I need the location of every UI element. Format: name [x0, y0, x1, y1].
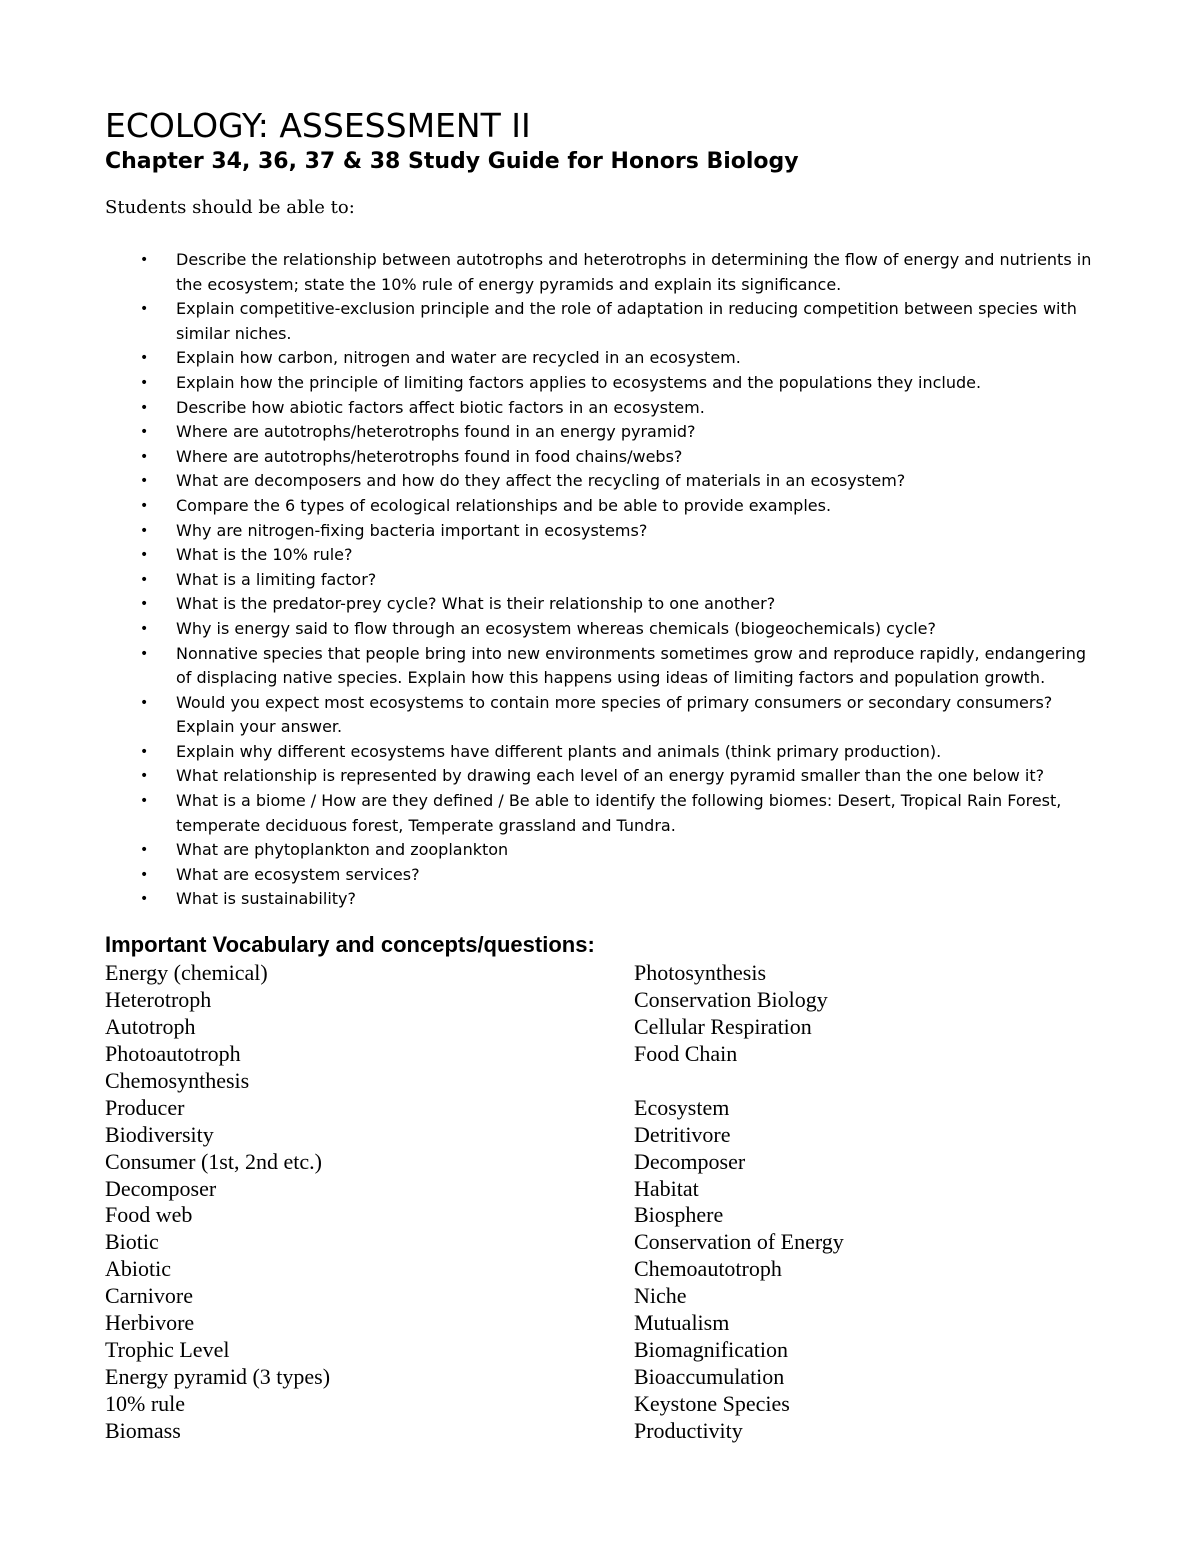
vocab-term: Niche: [634, 1283, 687, 1309]
bullet-icon: •: [140, 350, 149, 367]
bullet-icon: •: [140, 645, 149, 662]
objective-text: What is the predator-prey cycle? What is their relationship to one another?: [176, 594, 776, 614]
objective-item: [0, 396, 1106, 421]
vocab-term: Habitat: [634, 1175, 699, 1201]
vocab-term: Bioaccumulation: [634, 1364, 785, 1390]
vocab-term: Food web: [105, 1202, 193, 1228]
vocab-term: Photoautotroph: [105, 1040, 241, 1066]
vocab-term: Trophic Level: [105, 1337, 230, 1363]
bullet-icon: •: [140, 301, 149, 318]
vocab-term: Herbivore: [105, 1310, 195, 1336]
objective-text: Where are autotrophs/heterotrophs found in an energy pyramid?: [176, 422, 696, 442]
objective-text: Nonnative species that people bring into new environments sometimes grow and reproduce rapidly, endangering of displacing native species. Explain how this happens using ideas of limiting factors and population growth.: [176, 643, 1087, 688]
objective-text: What is the 10% rule?: [176, 545, 353, 565]
objective-text: Would you expect most ecosystems to contain more species of primary consumers or secondary consumers? Explain your answer.: [176, 692, 1053, 737]
objective-item: [0, 887, 1106, 912]
vocab-term: Keystone Species: [634, 1391, 790, 1416]
bullet-icon: •: [140, 374, 149, 391]
objective-text: What are ecosystem services?: [176, 864, 420, 884]
bullet-icon: •: [140, 424, 149, 441]
vocab-term: 10% rule: [105, 1391, 186, 1416]
vocab-term: Biosphere: [634, 1202, 724, 1228]
bullet-icon: •: [140, 252, 149, 268]
vocab-term: Productivity: [634, 1417, 743, 1443]
vocab-term: Detritivore: [634, 1121, 731, 1147]
document-title: ECOLOGY: ASSESSMENT II: [105, 106, 531, 145]
vocab-term: Decomposer: [105, 1175, 217, 1201]
objective-text: Describe the relationship between autotrophs and heterotrophs in determining the flow of energy and nutrients in the ecosystem; state the 10% rule of energy pyramids and explain its significance.: [176, 250, 1092, 294]
bullet-icon: •: [140, 497, 149, 514]
objective-text: Explain how the principle of limiting factors applies to ecosystems and the populations they include.: [176, 372, 982, 392]
objective-item: [0, 592, 1106, 617]
bullet-icon: •: [140, 891, 149, 908]
vocab-right-column: [634, 960, 844, 1445]
objective-item: [0, 568, 1106, 593]
vocab-term: Producer: [105, 1094, 185, 1120]
bullet-icon: •: [140, 743, 149, 760]
objective-text: What is a limiting factor?: [176, 569, 377, 589]
objective-item: [0, 346, 1106, 371]
vocab-term: Energy (chemical): [105, 960, 268, 985]
objective-text: Explain how carbon, nitrogen and water are recycled in an ecosystem.: [176, 348, 741, 368]
objective-text: Explain why different ecosystems have different plants and animals (think primary production).: [176, 741, 942, 761]
bullet-icon: •: [140, 768, 149, 785]
bullet-icon: •: [140, 842, 149, 859]
bullet-icon: •: [140, 694, 149, 711]
objective-text: What are phytoplankton and zooplankton: [176, 840, 509, 860]
objective-item: [0, 789, 1106, 838]
vocab-term: Biodiversity: [105, 1121, 214, 1147]
bullet-icon: •: [140, 571, 149, 588]
vocab-term: Cellular Respiration: [634, 1013, 812, 1039]
objective-text: Explain competitive-exclusion principle and the role of adaptation in reducing competition between species with similar niches.: [176, 299, 1077, 343]
vocab-term: Consumer (1st, 2nd etc.): [105, 1148, 322, 1174]
objective-text: Why is energy said to flow through an ecosystem whereas chemicals (biogeochemicals) cycle?: [176, 618, 937, 638]
objective-item: [0, 469, 1106, 494]
objectives-list: [0, 248, 1106, 912]
bullet-icon: •: [140, 473, 149, 490]
vocab-heading: Important Vocabulary and concepts/questions:: [105, 932, 595, 957]
objective-text: What relationship is represented by drawing each level of an energy pyramid smaller than the one below it?: [176, 766, 1045, 786]
vocab-term: Chemoautotroph: [634, 1256, 782, 1282]
vocab-term: Abiotic: [105, 1256, 171, 1282]
vocab-term: Carnivore: [105, 1283, 193, 1309]
bullet-icon: •: [140, 620, 149, 637]
objective-item: [0, 371, 1106, 396]
bullet-icon: •: [140, 596, 149, 613]
objective-item: [0, 617, 1106, 642]
vocab-term: Mutualism: [634, 1310, 730, 1336]
vocab-term: Chemosynthesis: [105, 1067, 250, 1093]
objective-item: [0, 691, 1106, 740]
objective-item: [0, 838, 1106, 863]
vocab-term: Conservation of Energy: [634, 1229, 844, 1255]
vocab-term: Photosynthesis: [634, 960, 767, 985]
vocab-term: Biomagnification: [634, 1337, 788, 1363]
vocab-term: Biomass: [105, 1417, 181, 1443]
objective-item: [0, 248, 1106, 297]
bullet-icon: •: [140, 448, 149, 465]
bullet-icon: •: [140, 866, 149, 883]
vocab-left-column: [105, 960, 330, 1445]
objective-item: [0, 543, 1106, 568]
vocab-term: Decomposer: [634, 1148, 746, 1174]
objective-item: [0, 764, 1106, 789]
objective-item: [0, 494, 1106, 519]
vocab-term: Food Chain: [634, 1040, 738, 1066]
bullet-icon: •: [140, 399, 149, 416]
objective-text: Why are nitrogen-fixing bacteria important in ecosystems?: [176, 520, 648, 540]
bullet-icon: •: [140, 547, 149, 564]
objective-item: [0, 863, 1106, 888]
vocab-term: Heterotroph: [105, 986, 212, 1012]
objective-text: Compare the 6 types of ecological relationships and be able to provide examples.: [176, 495, 832, 515]
objective-item: [0, 445, 1106, 470]
objective-text: What is sustainability?: [176, 889, 356, 909]
objective-text: What is a biome / How are they defined / Be able to identify the following biomes: Desert, Tropical Rain Forest, temperate deciduous forest, Temperate grassland and Tundra.: [176, 791, 1062, 835]
intro-text: Students should be able to:: [105, 197, 355, 218]
bullet-icon: •: [140, 522, 149, 539]
objective-item: [0, 740, 1106, 765]
vocab-term: [634, 1068, 844, 1095]
vocab-term: Biotic: [105, 1229, 159, 1255]
objective-item: [0, 420, 1106, 445]
objective-text: Describe how abiotic factors affect biotic factors in an ecosystem.: [176, 397, 705, 417]
bullet-icon: •: [140, 793, 149, 810]
objective-item: [0, 519, 1106, 544]
vocab-term: Ecosystem: [634, 1094, 730, 1120]
objective-text: Where are autotrophs/heterotrophs found in food chains/webs?: [176, 446, 683, 466]
objective-item: [0, 642, 1106, 691]
vocab-term: Energy pyramid (3 types): [105, 1364, 331, 1390]
vocab-term: Conservation Biology: [634, 986, 828, 1012]
objective-text: What are decomposers and how do they affect the recycling of materials in an ecosystem?: [176, 471, 906, 491]
document-subtitle: Chapter 34, 36, 37 & 38 Study Guide for Honors Biology: [105, 149, 799, 174]
vocab-term: Autotroph: [105, 1013, 196, 1039]
objective-item: [0, 297, 1106, 346]
